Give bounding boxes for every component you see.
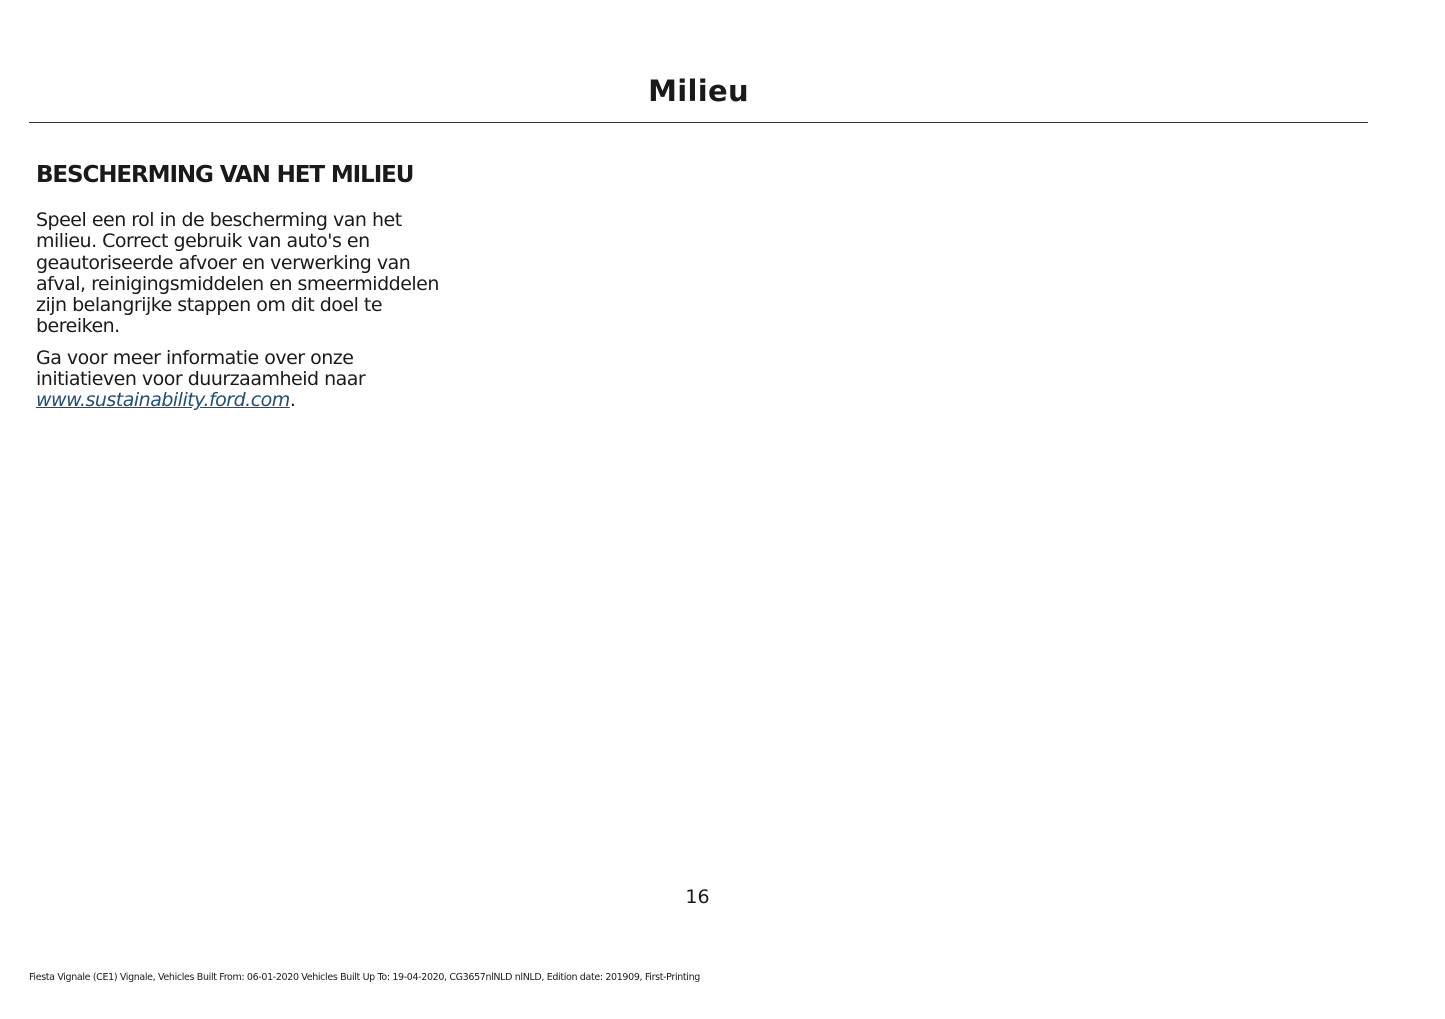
page-title: Milieu [648,74,749,108]
page-header [29,70,1368,123]
paragraph-line: Ga voor meer informatie over onze [36,346,354,369]
paragraph-line: zijn belangrijke stappen om dit doel te [36,294,383,317]
link-suffix: . [289,389,296,412]
intro-paragraph [36,210,466,338]
paragraph-line: milieu. Correct gebruik van auto's en [36,230,370,253]
section-heading: BESCHERMING VAN HET MILIEU [36,162,414,188]
link-line [36,390,466,411]
paragraph-line: initiatieven voor duurzaamheid naar [36,368,366,391]
page-number: 16 [685,886,710,908]
content-column [36,158,466,422]
sustainability-link[interactable]: www.sustainability.ford.com [36,389,290,412]
paragraph-line: Speel een rol in de bescherming van het [36,209,402,231]
paragraph-line: geautoriseerde afvoer en verwerking van [36,251,411,274]
more-info-paragraph [36,348,466,412]
paragraph-line: bereiken. [36,315,120,338]
footer-text: Fiesta Vignale (CE1) Vignale, Vehicles Built From: 06-01-2020 Vehicles Built Up To: 19-04-2020, CG3657nlNLD nlNLD, Edition date: 201909, First-Printing [29,972,700,983]
paragraph-line: afval, reinigingsmiddelen en smeermiddelen [36,272,439,295]
